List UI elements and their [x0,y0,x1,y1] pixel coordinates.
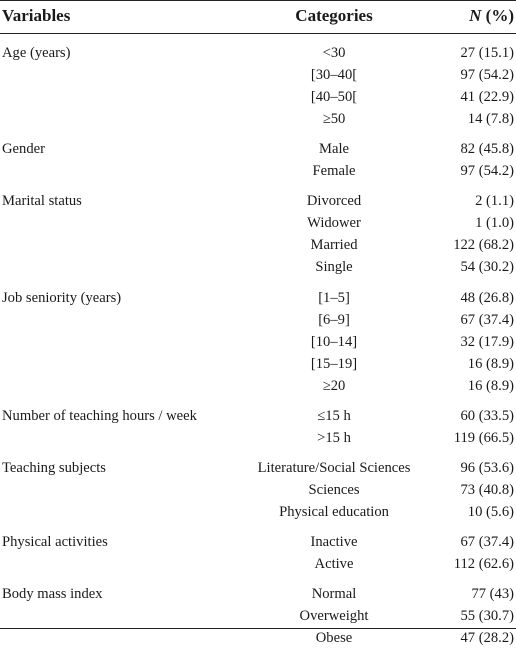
header-n-label: N [469,6,482,25]
count-percent-value: 60 (33.5) [460,407,514,424]
count-percent-value: 48 (26.8) [460,289,514,306]
category-label: [1–5] [318,289,350,306]
count-percent-value: 2 (1.1) [475,193,514,210]
category-label: Overweight [299,608,369,625]
category-label: ≥50 [322,111,346,127]
count-percent-value: 32 (17.9) [460,333,514,350]
header-categories: Categories [295,6,373,25]
category-label: Physical education [279,504,389,520]
count-percent-value: 16 (8.9) [467,377,514,394]
category-label: [10–14] [310,333,358,350]
category-label: [30–40[ [310,67,358,83]
category-label: Inactive [310,534,358,551]
count-percent-value: 1 (1.0) [475,215,514,232]
count-percent-value: 54 (30.2) [460,259,514,276]
count-percent-value: 122 (68.2) [453,237,514,254]
count-percent-value: 16 (8.9) [467,355,514,372]
variable-label: Number of teaching hours / week [2,407,197,424]
category-label: Single [315,259,353,276]
category-label: [15–19] [310,355,358,372]
category-label: [40–50[ [310,89,358,105]
header-rule [0,33,516,34]
count-percent-value: 67 (37.4) [460,311,514,328]
variable-label: Physical activities [2,534,108,551]
count-percent-value: 82 (45.8) [460,141,514,158]
category-label: ≤15 h [317,407,351,424]
count-percent-value: 97 (54.2) [460,163,514,180]
category-label: ≥20 [322,377,346,394]
count-percent-value: 96 (53.6) [460,460,514,476]
count-percent-value: 41 (22.9) [460,89,514,105]
variable-label: Marital status [2,193,82,210]
category-label: Active [314,556,354,573]
variable-label: Body mass index [2,586,103,603]
count-percent-value: 10 (5.6) [467,504,514,520]
category-label: Divorced [306,193,362,210]
category-label: Male [319,141,349,158]
header-pct-label: (%) [481,6,514,25]
category-label: Widower [307,215,361,232]
category-label: Obese [315,630,353,647]
count-percent-value: 73 (40.8) [460,482,514,498]
category-label: Female [312,163,356,180]
count-percent-value: 67 (37.4) [460,534,514,551]
header-variables: Variables [2,6,71,25]
category-label: Normal [311,586,357,603]
variable-label: Age (years) [2,45,71,61]
category-label: >15 h [317,429,351,446]
variable-label: Job seniority (years) [2,289,122,306]
category-label: Sciences [308,482,360,498]
category-label: [6–9] [318,311,350,328]
header-n-percent [469,0,514,33]
category-label: Literature/Social Sciences [257,460,411,476]
count-percent-value: 47 (28.2) [460,630,514,647]
count-percent-value: 77 (43) [471,586,514,603]
variable-label: Teaching subjects [2,460,106,476]
count-percent-value: 14 (7.8) [467,111,514,127]
count-percent-value: 27 (15.1) [460,45,514,61]
category-label: Married [310,237,358,254]
count-percent-value: 55 (30.7) [460,608,514,625]
table-top-rule [0,0,516,1]
variable-label: Gender [2,141,45,158]
count-percent-value: 112 (62.6) [453,556,514,573]
count-percent-value: 97 (54.2) [460,67,514,83]
count-percent-value: 119 (66.5) [453,429,514,446]
category-label: <30 [322,45,346,61]
